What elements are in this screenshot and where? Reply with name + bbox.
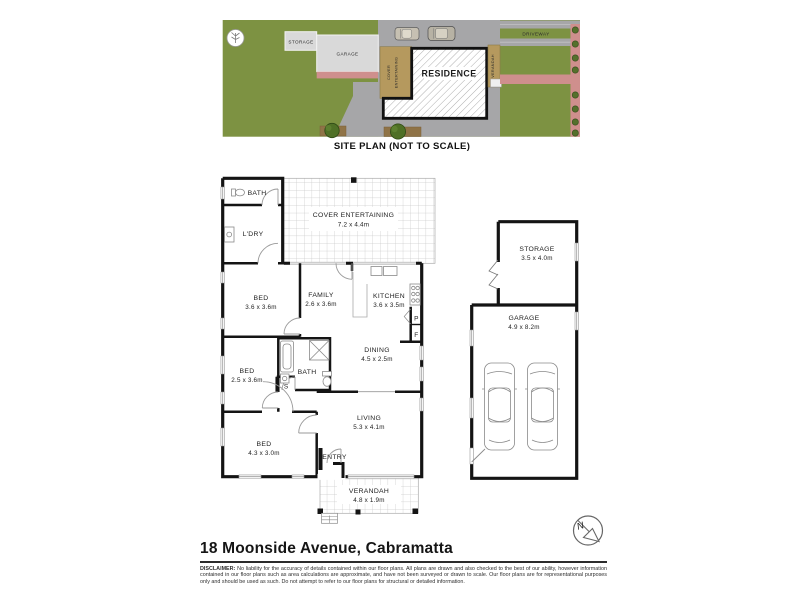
floor-plan <box>221 177 435 523</box>
verandah-steps <box>322 513 338 523</box>
room-dims-bed1: 3.6 x 3.6m <box>245 304 277 311</box>
room-dims-kitchen: 3.6 x 3.5m <box>373 302 405 309</box>
disclaimer-body: No liability for the accuracy of details contained within our floor plans. All plans are drawn and also checked to the best of our ability, however information contained in our floor plans such as area calculations are approximate, and have not been surveyed or drawn to scale. Our floor plans are for representational purposes only and should be used as such. Do not attempt to refer to our floor plans for structural or detailed information. <box>200 566 607 585</box>
garage-car-2 <box>525 363 560 450</box>
site-car-1 <box>395 28 419 41</box>
room-label-living: LIVING <box>356 415 382 422</box>
room-label-storage: STORAGE <box>519 246 555 253</box>
disclaimer-text <box>200 566 607 585</box>
room-dims-dining: 4.5 x 2.5m <box>361 356 393 363</box>
room-label-verandah: VERANDAH <box>348 488 390 495</box>
tree-medallion <box>227 30 244 47</box>
room-label-bed2: BED <box>239 368 255 375</box>
room-dims-storage: 3.5 x 4.0m <box>521 255 553 262</box>
address-divider <box>200 561 607 563</box>
fridge-marker: F <box>414 332 419 339</box>
site-storage-label: STORAGE <box>288 39 314 45</box>
pink-path-front <box>500 75 575 85</box>
store-marker: S <box>283 383 289 391</box>
pantry-marker: P <box>414 315 419 323</box>
north-marker: N <box>575 520 586 533</box>
room-label-family: FAMILY <box>308 292 334 299</box>
driveway-label: DRIVEWAY <box>522 31 550 37</box>
property-address: 18 Moonside Avenue, Cabramatta <box>200 540 453 557</box>
room-label-garage: GARAGE <box>508 315 540 322</box>
room-dims-cover: 7.2 x 4.4m <box>337 221 370 229</box>
room-dims-verandah: 4.8 x 1.9m <box>353 497 385 504</box>
room-label-kitchen: KITCHEN <box>373 293 405 300</box>
site-cover-line2: ENTERTAINING <box>394 56 399 89</box>
room-dims-bed2: 2.5 x 3.6m <box>231 377 263 384</box>
room-label-dining: DINING <box>364 347 390 354</box>
room-label-entry: ENTRY <box>322 454 347 461</box>
room-dims-bed3: 4.3 x 3.0m <box>248 450 280 457</box>
room-label-bath1: BATH <box>247 190 267 197</box>
storage-door-chevron <box>489 260 498 289</box>
room-dims-family: 2.6 x 3.6m <box>305 301 337 308</box>
pink-path-garage <box>317 72 378 79</box>
disclaimer-label: DISCLAIMER: <box>200 566 236 572</box>
patio-post <box>351 177 357 183</box>
site-verandah-label: VERANDAH <box>491 54 495 78</box>
site-cover-line1: COVER <box>387 64 391 81</box>
room-label-cover: COVER ENTERTAINING <box>312 212 395 219</box>
garage-car-1 <box>482 363 517 450</box>
site-residence-label: RESIDENCE <box>421 68 477 79</box>
room-label-bath2: BATH <box>297 369 317 376</box>
room-label-bed3: BED <box>256 441 272 448</box>
garage-plan <box>470 222 578 479</box>
site-plan <box>223 20 580 139</box>
site-verandah-step <box>491 79 502 87</box>
site-garage-label: GARAGE <box>336 51 359 57</box>
room-dims-garage: 4.9 x 8.2m <box>508 324 540 331</box>
tree-2 <box>390 124 405 139</box>
room-dims-living: 5.3 x 4.1m <box>353 424 385 431</box>
room-label-ldry: L'DRY <box>242 231 264 238</box>
tree-1 <box>325 123 339 137</box>
site-car-2 <box>428 27 455 41</box>
room-label-bed1: BED <box>253 295 269 302</box>
site-plan-caption: SITE PLAN (NOT TO SCALE) <box>333 141 471 152</box>
